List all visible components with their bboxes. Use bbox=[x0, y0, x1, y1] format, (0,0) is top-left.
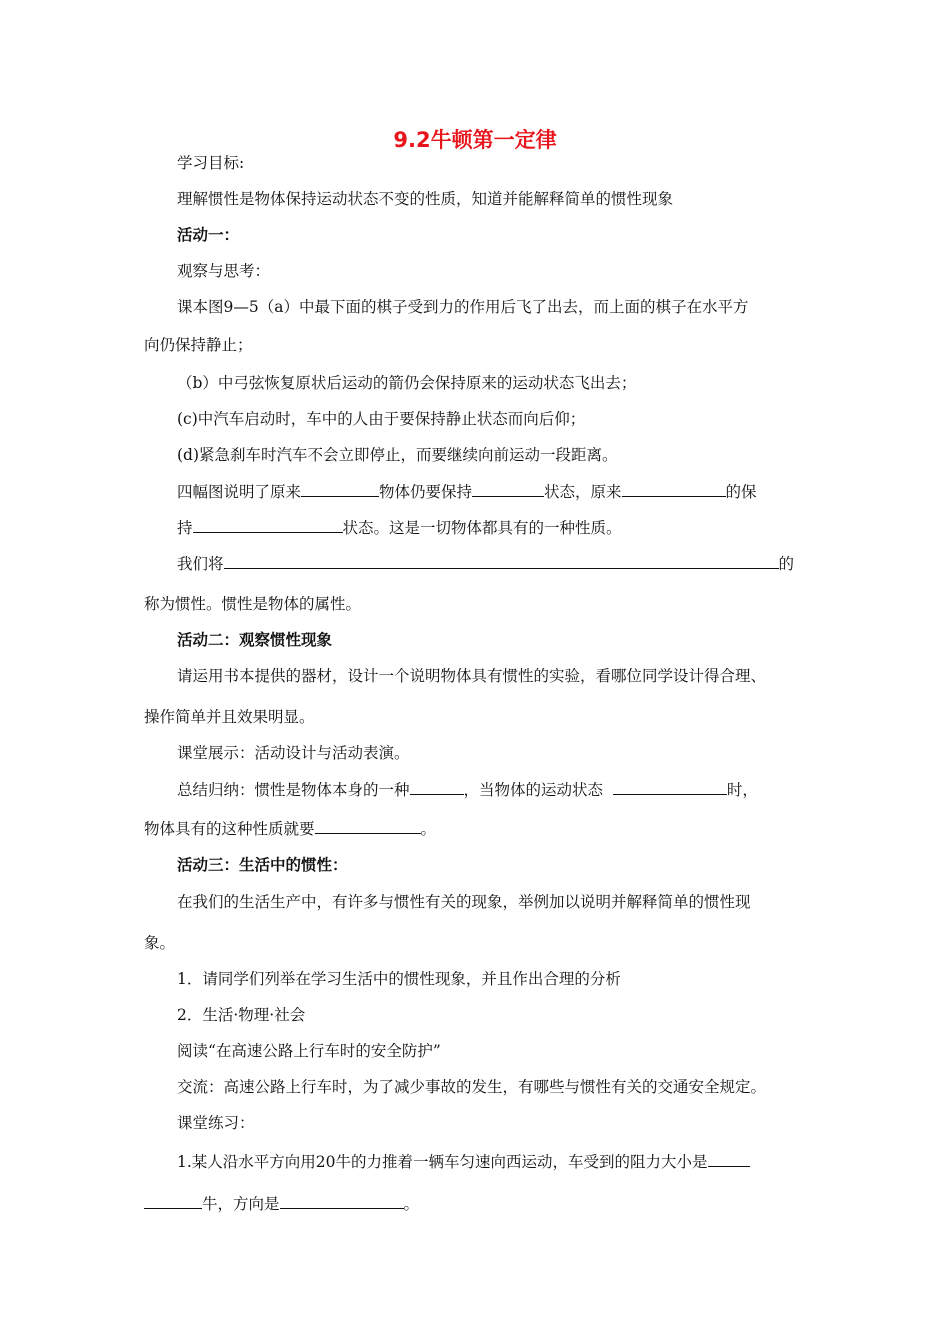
fill1-text-b: 物体仍要保持 bbox=[379, 483, 473, 501]
blank-1[interactable] bbox=[301, 481, 379, 497]
question-1-text-c: 。 bbox=[403, 1195, 420, 1213]
fill2-text-b: 状态。这是一切物体都具有的一种性质。 bbox=[342, 519, 622, 537]
paragraph-a-line2: 向仍保持静止； bbox=[144, 336, 253, 354]
summary2-text-b: 。 bbox=[420, 820, 437, 838]
practice-label: 课堂练习： bbox=[177, 1114, 255, 1132]
summary-text-a: 总结归纳：惯性是物体本身的一种 bbox=[177, 781, 410, 799]
blank-11[interactable] bbox=[280, 1193, 404, 1209]
fill2-text-a: 持 bbox=[177, 519, 193, 537]
activity-3-heading: 活动三：生活中的惯性： bbox=[177, 856, 348, 874]
activity-3-line1: 在我们的生活生产中，有许多与惯性有关的现象，举例加以说明并解释简单的惯性现 bbox=[177, 893, 751, 911]
blank-3[interactable] bbox=[622, 481, 726, 497]
blank-6[interactable] bbox=[410, 779, 464, 795]
blank-8[interactable] bbox=[315, 818, 421, 834]
fill-line-1 bbox=[177, 481, 757, 502]
question-1-line1 bbox=[177, 1151, 750, 1172]
blank-5[interactable] bbox=[224, 553, 779, 569]
fill-line-3 bbox=[177, 553, 794, 574]
fill1-text-c: 状态，原来 bbox=[544, 483, 622, 501]
goal-label: 学习目标: bbox=[177, 154, 245, 172]
summary2-text-a: 物体具有的这种性质就要 bbox=[144, 820, 315, 838]
question-1-text-b: 牛，方向是 bbox=[202, 1195, 280, 1213]
summary-line2 bbox=[144, 818, 436, 839]
fill1-text-d: 的保 bbox=[725, 483, 757, 501]
activity-1-heading: 活动一： bbox=[177, 226, 240, 244]
blank-9[interactable] bbox=[708, 1151, 750, 1167]
activity-2-heading: 活动二：观察惯性现象 bbox=[177, 631, 333, 649]
question-1-line2 bbox=[144, 1193, 419, 1214]
summary-text-c: 时， bbox=[726, 781, 758, 799]
fill3-text-a: 我们将 bbox=[177, 555, 224, 573]
summary-line1 bbox=[177, 779, 758, 800]
blank-10[interactable] bbox=[144, 1193, 202, 1209]
paragraph-b: （b）中弓弦恢复原状后运动的箭仍会保持原来的运动状态飞出去； bbox=[177, 374, 637, 392]
fill3-text-b: 的 bbox=[778, 555, 795, 573]
fill-line-2 bbox=[177, 517, 622, 538]
paragraph-c: (c)中汽车启动时，车中的人由于要保持静止状态而向后仰； bbox=[177, 410, 586, 428]
blank-4[interactable] bbox=[193, 517, 343, 533]
blank-7[interactable] bbox=[613, 779, 727, 795]
activity-2-line2: 操作简单并且效果明显。 bbox=[144, 708, 315, 726]
blank-2[interactable] bbox=[472, 481, 544, 497]
page-title: 9.2牛顿第一定律 bbox=[393, 128, 557, 152]
reading: 阅读“在高速公路上行车时的安全防护” bbox=[177, 1042, 441, 1060]
goal-text: 理解惯性是物体保持运动状态不变的性质，知道并能解释简单的惯性现象 bbox=[177, 190, 674, 208]
activity-3-line2: 象。 bbox=[144, 934, 176, 952]
observe-label: 观察与思考： bbox=[177, 262, 271, 280]
question-1-text-a: 1.某人沿水平方向用20牛的力推着一辆车匀速向西运动，车受到的阻力大小是 bbox=[177, 1153, 708, 1171]
item-2: 2．生活·物理·社会 bbox=[177, 1006, 306, 1024]
exchange: 交流：高速公路上行车时，为了减少事故的发生，有哪些与惯性有关的交通安全规定。 bbox=[177, 1078, 767, 1096]
item-1: 1．请同学们列举在学习生活中的惯性现象，并且作出合理的分析 bbox=[177, 970, 621, 988]
fill1-text-a: 四幅图说明了原来 bbox=[177, 483, 302, 501]
paragraph-a-line1: 课本图9—5（a）中最下面的棋子受到力的作用后飞了出去，而上面的棋子在水平方 bbox=[177, 298, 749, 316]
class-display: 课堂展示：活动设计与活动表演。 bbox=[177, 744, 410, 762]
activity-2-line1: 请运用书本提供的器材，设计一个说明物体具有惯性的实验，看哪位同学设计得合理、 bbox=[177, 667, 767, 685]
summary-text-b: ，当物体的运动状态 bbox=[463, 781, 604, 799]
paragraph-d: (d)紧急刹车时汽车不会立即停止，而要继续向前运动一段距离。 bbox=[177, 446, 618, 464]
inertia-definition: 称为惯性。惯性是物体的属性。 bbox=[144, 595, 362, 613]
